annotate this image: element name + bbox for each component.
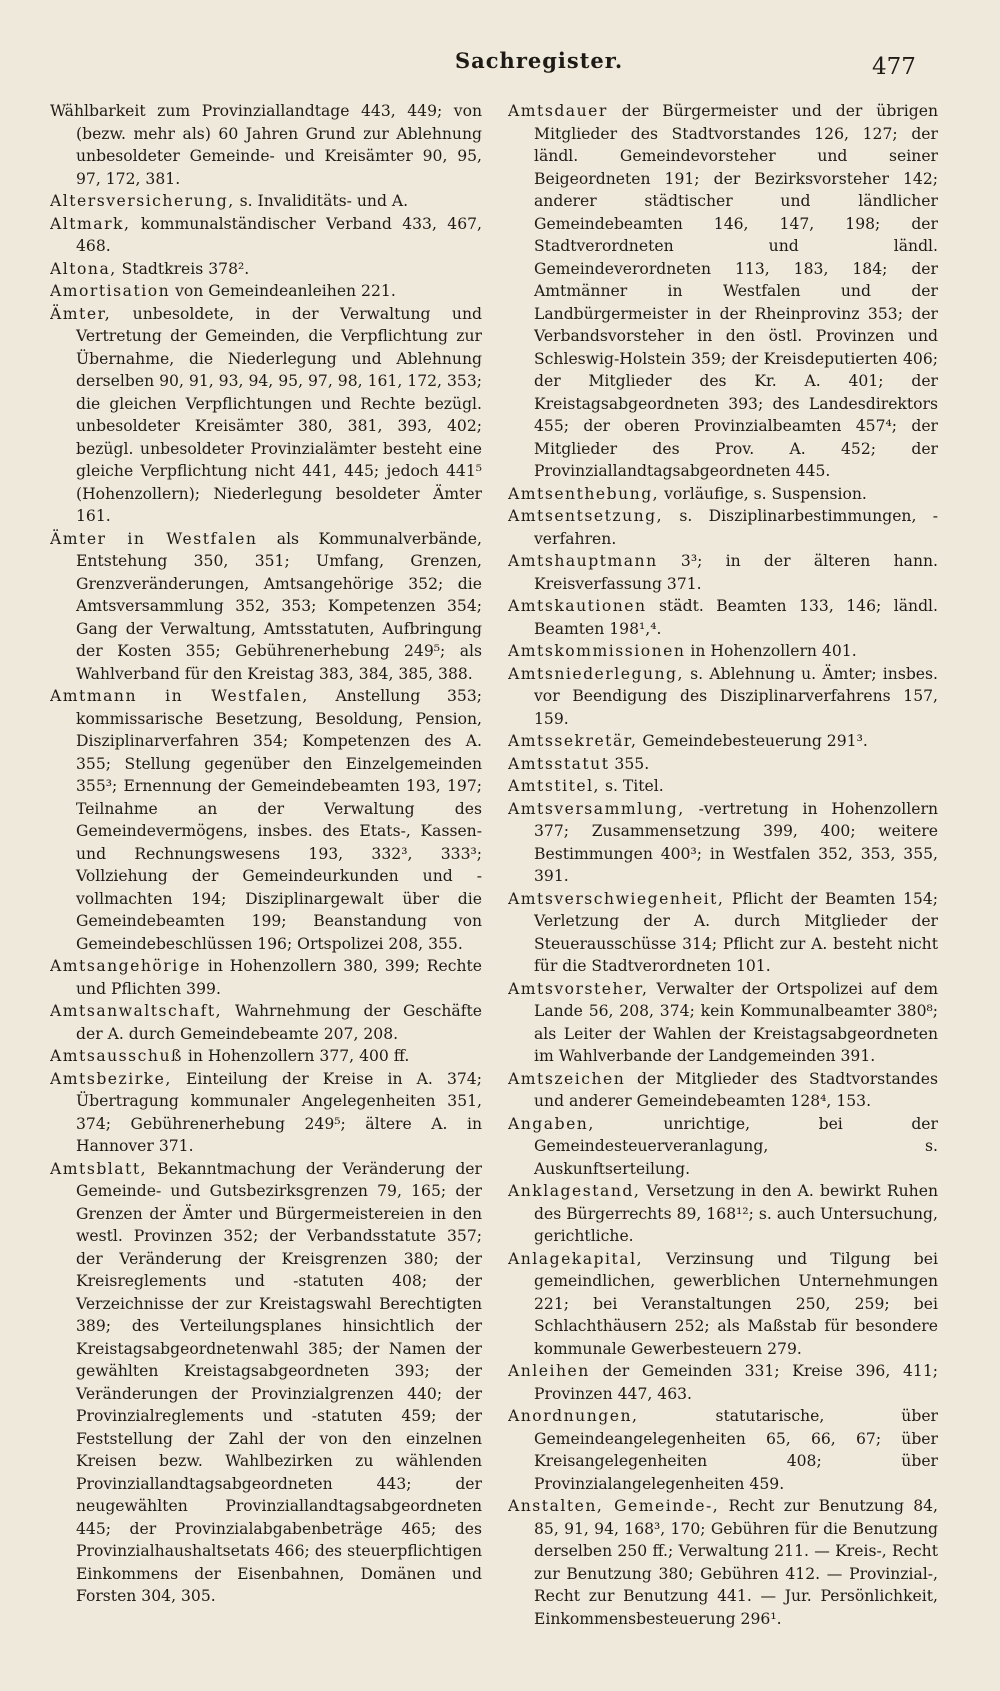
right-column <box>508 100 938 1685</box>
entry-text: s. Ablehnung u. Ämter; insbes. vor Beendigung des Disziplinarverfahrens 157, 159. <box>534 664 938 728</box>
entry-text: unrichtige, bei der Gemeindesteuerveranlagung, s. Auskunftserteilung. <box>534 1114 938 1178</box>
index-entry <box>508 730 938 753</box>
entry-text: Wählbarkeit zum Provinziallandtage 443, 449; von (bezw. mehr als) 60 Jahren Grund zur Ablehnung unbesoldeter Gemeinde- und Kreisämter 90, 95, 97, 172, 381. <box>50 102 482 188</box>
entry-text: der Gemeinden 331; Kreise 396, 411; Provinzen 447, 463. <box>534 1362 938 1403</box>
index-entry <box>508 483 938 506</box>
entry-text: von Gemeindeanleihen 221. <box>170 282 396 300</box>
entry-headword: Amtsstatut <box>508 754 610 773</box>
entry-text: s. Titel. <box>600 777 664 795</box>
entry-text: unbesoldete, in der Verwaltung und Vertretung der Gemeinden, die Verpflichtung zur Übernahme, die Niederlegung und Ablehnung derselben 90, 91, 93, 94, 95, 97, 98, 161, 172, 353; die gleichen Verpflichtungen und Rechte bezügl. unbesoldeter Kreisämter 380, 381, 393, 402; bezügl. unbesoldeter Provinzialämter besteht eine gleiche Verpflichtung nicht 441, 445; jedoch 441⁵ (Hohenzollern); Niederlegung besoldeter Ämter 161. <box>76 304 482 525</box>
entry-headword: Amtsdauer <box>508 102 608 120</box>
index-entry <box>508 595 938 640</box>
entry-text: Wahrnehmung der Geschäfte der A. durch Gemeindebeamte 207, 208. <box>76 1002 482 1043</box>
index-entry <box>50 1000 482 1045</box>
index-entry <box>508 640 938 663</box>
entry-headword: Amtsangehörige <box>50 957 201 975</box>
entry-text: Gemeindebesteuerung 291³. <box>637 732 868 750</box>
index-entry <box>508 663 938 731</box>
index-entry <box>508 978 938 1068</box>
entry-text: Verzinsung und Tilgung bei gemeindlichen, gewerblichen Unternehmungen 221; bei Veranstaltungen 250, 259; bei Schlachthäusern 252; als Maßstab für besondere kommunale Gewerbesteuern 279. <box>534 1249 938 1358</box>
entry-text: Stadtkreis 378². <box>116 259 250 278</box>
entry-headword: Amtsausschuß <box>50 1047 183 1065</box>
entry-headword: Amtsniederlegung, <box>508 664 684 683</box>
entry-text: in Hohenzollern 401. <box>685 642 857 660</box>
index-entry <box>50 190 482 213</box>
entry-headword: Altona, <box>50 259 117 278</box>
entry-headword: Amtmann in Westfalen, <box>50 687 309 705</box>
entry-headword: Amtshauptmann <box>508 552 658 570</box>
entry-text: Anstellung 353; kommissarische Besetzung, Besoldung, Pension, Disziplinarverfahren 354; Kompetenzen des A. 355; Stellung gegenüber den Einzelgemeinden 355³; Ernennung der Gemeindebeamten 193, 197; Teilnahme an der Verwaltung des Gemeindevermögens, insbes. des Etats-, Kassen- und Rechnungswesens 193, 332³, 333³; Vollziehung der Gemeindeurkunden und -vollmachten 194; Disziplinargewalt über die Gemeindebeamten 199; Beanstandung von Gemeindebeschlüssen 196; Ortspolizei 208, 355. <box>76 687 482 953</box>
index-entry <box>50 685 482 955</box>
entry-text: Recht zur Benutzung 84, 85, 91, 94, 168³, 170; Gebühren für die Benutzung derselben 250 ff.; Verwaltung 211. — Kreis-, Recht zur Benutzung 380; Gebühren 412. — Provinzial-, Recht zur Benutzung 441. — Jur. Persönlichkeit, Einkommensbesteuerung 296¹. <box>534 1497 938 1628</box>
entry-text: in Hohenzollern 380, 399; Rechte und Pflichten 399. <box>76 957 482 998</box>
entry-text: Versetzung in den A. bewirkt Ruhen des Bürgerrechts 89, 168¹²; s. auch Untersuchung, gerichtliche. <box>534 1182 938 1245</box>
entry-headword: Amtskommissionen <box>508 642 686 660</box>
entry-text: vorläufige, s. Suspension. <box>659 484 867 503</box>
index-entry <box>50 303 482 528</box>
entry-text: Einteilung der Kreise in A. 374; Übertragung kommunaler Angelegenheiten 351, 374; Gebührenerhebung 249⁵; ältere A. in Hannover 371. <box>76 1069 482 1155</box>
entry-headword: Amtsentsetzung, <box>508 507 664 525</box>
entry-headword: Anstalten, Gemeinde-, <box>508 1497 720 1515</box>
entry-headword: Amtsbezirke, <box>50 1069 172 1088</box>
index-entry <box>508 505 938 550</box>
index-entry <box>508 1248 938 1361</box>
entry-headword: Amtsverschwiegenheit, <box>508 889 725 908</box>
index-entry <box>508 100 938 483</box>
index-entry <box>508 753 938 776</box>
entry-text: 3³; in der älteren hann. Kreisverfassung 371. <box>534 552 938 593</box>
left-column <box>50 100 482 1685</box>
entry-headword: Ämter, <box>50 304 112 323</box>
index-entry <box>508 1495 938 1630</box>
index-entry <box>508 1405 938 1495</box>
index-entry <box>50 1158 482 1608</box>
index-entry <box>50 100 482 190</box>
entry-text: kommunalständischer Verband 433, 467, 468. <box>76 214 482 255</box>
index-entry <box>50 1068 482 1158</box>
entry-headword: Amtstitel, <box>508 777 601 795</box>
entry-headword: Anordnungen, <box>508 1407 639 1425</box>
entry-text: Pflicht der Beamten 154; Verletzung der A. durch Mitglieder der Steuerausschüsse 314; Pflicht zur A. besteht nicht für die Stadtverordneten 101. <box>534 889 938 975</box>
index-entry <box>50 1045 482 1068</box>
entry-headword: Amtskautionen <box>508 597 647 615</box>
entry-headword: Amtsvorsteher, <box>508 979 649 998</box>
entry-text: 355. <box>609 754 650 773</box>
index-entry <box>508 1068 938 1113</box>
entry-text: s. Disziplinarbestimmungen, -verfahren. <box>534 507 938 548</box>
entry-text: Bekanntmachung der Veränderung der Gemeinde- und Gutsbezirksgrenzen 79, 165; der Grenzen der Ämter und Bürgermeistereien in den westl. Provinzen 352; der Verbandsstatute 357; der Veränderung der Kreisgrenzen 380; der Kreisreglements und -statuten 408; der Verzeichnisse der zur Kreistagswahl Berechtigten 389; des Verteilungsplanes hinsichtlich der Kreistagsabgeordnetenwahl 385; der Namen der gewählten Kreistagsabgeordneten 393; der Veränderungen der Provinzialgrenzen 440; der Provinzialreglements und -statuten 459; der Feststellung der Zahl der von den einzelnen Kreisen bezw. Wahlbezirken zu wählenden Provinziallandtagsabgeordneten 443; der neugewählten Provinziallandtagsabgeordneten 445; der Provinzialabgabenbeträge 465; des Provinzialhaushaltsetats 466; des steuerpflichtigen Einkommens der Eisenbahnen, Domänen und Forsten 304, 305. <box>76 1159 482 1605</box>
page-number: 477 <box>872 54 916 80</box>
index-entry <box>50 955 482 1000</box>
entry-headword: Amtsanwaltschaft, <box>50 1002 223 1020</box>
page-header <box>0 0 1000 100</box>
index-entry <box>508 775 938 798</box>
index-entry <box>508 1113 938 1181</box>
entry-headword: Altmark, <box>50 214 131 233</box>
entry-text: Verwalter der Ortspolizei auf dem Lande 56, 208, 374; kein Kommunalbeamter 380⁸; als Leiter der Wahlen der Kreistagsabgeordneten im Wahlverbande der Landgemeinden 391. <box>534 979 938 1065</box>
index-entry <box>50 213 482 258</box>
entry-headword: Altersversicherung, <box>50 192 235 210</box>
entry-text: s. Invaliditäts- und A. <box>234 192 409 210</box>
entry-headword: Amtsversammlung, <box>508 799 685 818</box>
index-entry <box>508 1180 938 1248</box>
entry-headword: Anleihen <box>508 1362 590 1380</box>
entry-text: statutarische, über Gemeindeangelegenheiten 65, 66, 67; über Kreisangelegenheiten 408; über Provinzialangelegenheiten 459. <box>534 1407 938 1493</box>
entry-headword: Amtszeichen <box>508 1069 626 1088</box>
entry-text: als Kommunalverbände, Entstehung 350, 351; Umfang, Grenzen, Grenzveränderungen, Amtsangehörige 352; die Amtsversammlung 352, 353; Kompetenzen 354; Gang der Verwaltung, Amtsstatuten, Aufbringung der Kosten 355; Gebührenerhebung 249⁵; als Wahlverband für den Kreistag 383, 384, 385, 388. <box>76 529 482 683</box>
entry-headword: Amtsenthebung, <box>508 484 660 503</box>
index-entry <box>50 280 482 303</box>
index-entry <box>508 888 938 978</box>
index-entry <box>50 258 482 281</box>
entry-text: in Hohenzollern 377, 400 ff. <box>182 1047 410 1065</box>
index-entry <box>508 798 938 888</box>
entry-text: der Mitglieder des Stadtvorstandes und anderer Gemeindebeamten 128⁴, 153. <box>534 1069 938 1110</box>
entry-headword: Amtssekretär, <box>508 732 638 750</box>
entry-headword: Anlagekapital, <box>508 1249 644 1268</box>
index-entry <box>508 1360 938 1405</box>
entry-text: der Bürgermeister und der übrigen Mitglieder des Stadtvorstandes 126, 127; der ländl. Gemeindevorsteher und seiner Beigeordneten 191; der Bezirksvorsteher 142; anderer städtischer und ländlicher Gemeindebeamten 146, 147, 198; der Stadtverordneten und ländl. Gemeindeverordneten 113, 183, 184; der Amtmänner in Westfalen und der Landbürgermeister in der Rheinprovinz 353; der Verbandsvorsteher in den östl. Provinzen und Schleswig-Holstein 359; der Kreisdeputierten 406; der Mitglieder des Kr. A. 401; der Kreistagsabgeordneten 393; des Landesdirektors 455; der oberen Provinzialbeamten 457⁴; der Mitglieder des Prov. A. 452; der Provinziallandtagsabgeordneten 445. <box>534 102 938 480</box>
entry-headword: Amtsblatt, <box>50 1159 148 1178</box>
entry-text: städt. Beamten 133, 146; ländl. Beamten 198¹,⁴. <box>534 597 938 638</box>
index-entry <box>508 550 938 595</box>
entry-headword: Angaben, <box>508 1114 595 1133</box>
entry-text: -vertretung in Hohenzollern 377; Zusammensetzung 399, 400; weitere Bestimmungen 400³; in Westfalen 352, 353, 355, 391. <box>534 799 938 885</box>
entry-headword: Ämter in Westfalen <box>50 529 258 548</box>
index-entry <box>50 528 482 686</box>
entry-headword: Amortisation <box>50 282 171 300</box>
running-head: Sachregister. <box>455 48 624 73</box>
entry-headword: Anklagestand, <box>508 1182 641 1200</box>
